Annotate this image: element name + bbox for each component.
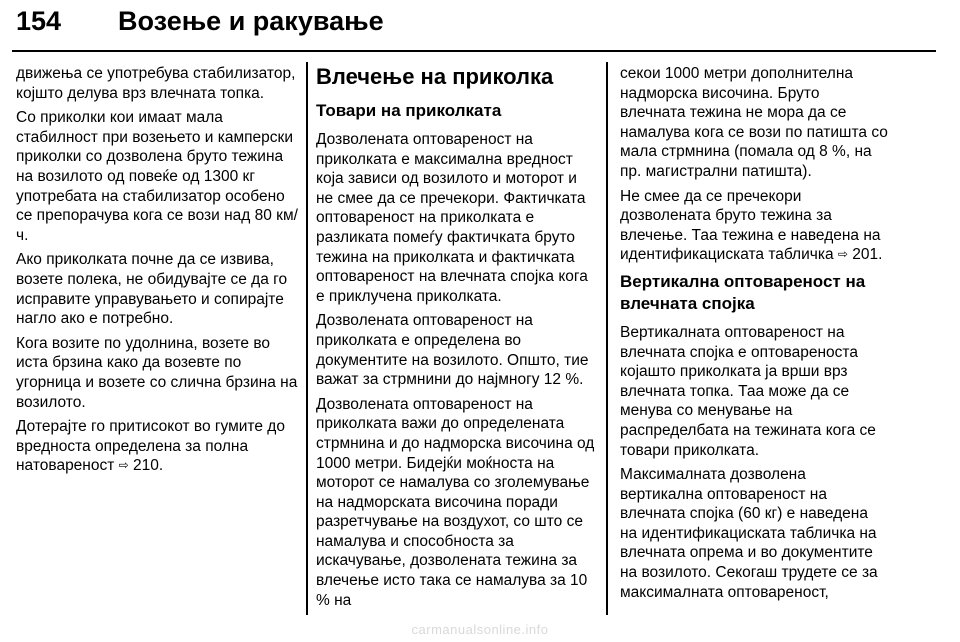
- reference-arrow-icon: ⇨: [118, 458, 129, 473]
- paragraph: Максималната дозволена вертикална оптовареност на влечната спојка (60 кг) е наведена на идентификациската табличка на влечната опрема и во документите на возилото. Секогаш трудете се за максималната оптовареност,: [620, 466, 878, 601]
- column-right: [620, 64, 888, 607]
- paragraph: Дозволената оптовареност на приколката важи до определената стрмнина и до надморска височина од 1000 метри. Бидејќи моќноста на моторот се намалува со зголемување на надморската височина поради разретчување на воздухот, со што се намалува и способноста за искачување, дозволената тежина за влечење исто така се намалува за 10 % на: [316, 395, 595, 609]
- paragraph: [16, 417, 302, 477]
- watermark: carmanualsonline.info: [411, 622, 549, 637]
- column-left: [16, 64, 302, 482]
- page-number: 154: [16, 6, 62, 36]
- header-rule: [12, 50, 936, 52]
- column-divider-1: [306, 62, 308, 615]
- subsection-heading: Товари на приколката: [316, 101, 502, 120]
- paragraph: Вертикалната оптовареност на влечната спојка е оптовареноста којашто приколката ја врши врз влечната топка. Таа може да се менува со менување на распределбата на тежината кога се товари приколката.: [620, 323, 876, 459]
- paragraph: Дозволената оптовареност на приколката е определена во документите на возилото. Општо, тие важат за стрмнини до најмногу 12 %.: [316, 312, 589, 389]
- paragraph: Дозволената оптовареност на приколката е максимална вредност која зависи од возилото и моторот и не смее да се пречекори. Фактичката оптовареност на приколката е разликата помеѓу фактичката бруто тежина на приколката и фактичката оптовареност на влечната спојка кога е приклучена приколката.: [316, 131, 588, 305]
- column-middle: [316, 64, 596, 615]
- paragraph: Кога возите по удолнина, возете во иста брзина како да возевте по угорница и возете со слична брзина на возилото.: [16, 334, 298, 411]
- section-heading: Влечење на приколка: [316, 64, 554, 89]
- chapter-title: Возење и ракување: [118, 6, 384, 36]
- paragraph-text: Не смее да се пречекори дозволената бруто тежина за влечење. Таа тежина е наведена на идентификациската табличка: [620, 187, 881, 264]
- page-reference[interactable]: 201.: [852, 246, 883, 264]
- paragraph: [620, 187, 888, 266]
- reference-arrow-icon: ⇨: [837, 247, 848, 262]
- column-divider-2: [606, 62, 608, 615]
- paragraph: Ако приколката почне да се извива, возете полека, не обидувајте се да го исправите управувањето и сопирајте нагло ако е потребно.: [16, 251, 288, 328]
- paragraph: Со приколки кои имаат мала стабилност при возењето и камперски приколки со дозволена бруто тежина на возилото од повеќе од 1300 кг употребата на стабилизатор особено се препорачува кога се вози над 80 км/ч.: [16, 109, 298, 244]
- subsection-heading: Вертикална оптовареност на влечната спојка: [620, 271, 866, 313]
- paragraph-text: Дотерајте го притисокот во гумите до вредноста определена за полна натовареност: [16, 418, 285, 475]
- paragraph: секои 1000 метри дополнителна надморска височина. Бруто влечната тежина не мора да се намалува кога се вози по патишта со мала стрмнина (помала од 8 %, на пр. магистрални патишта).: [620, 65, 888, 180]
- page-reference[interactable]: 210.: [133, 457, 164, 475]
- page-header: [12, 4, 948, 44]
- paragraph: движења се употребува стабилизатор, којшто делува врз влечната топка.: [16, 65, 296, 102]
